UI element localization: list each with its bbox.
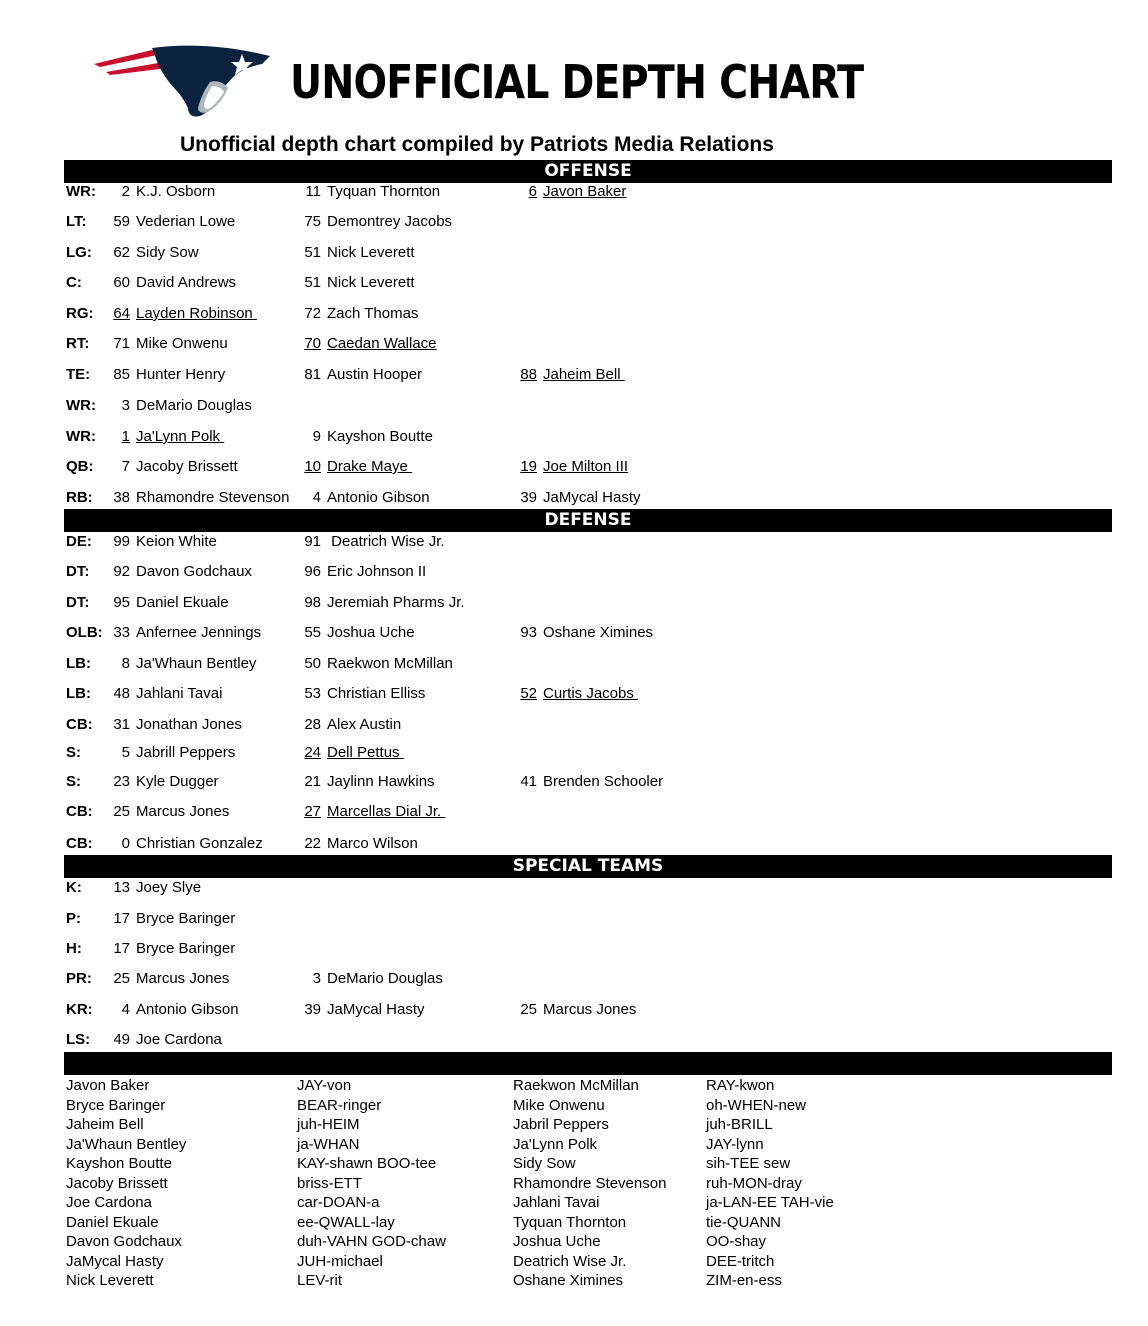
pronunciation-name: Kayshon Boutte bbox=[66, 1155, 172, 1172]
depth-row bbox=[66, 181, 1106, 203]
player-name: Raekwon McMillan bbox=[327, 655, 453, 672]
jersey-number: 3 bbox=[312, 970, 321, 987]
jersey-number: 11 bbox=[305, 183, 321, 200]
jersey-number: 25 bbox=[520, 1001, 537, 1018]
player-name: Jacoby Brissett bbox=[136, 458, 238, 475]
jersey-number: 85 bbox=[113, 366, 130, 383]
jersey-number: 19 bbox=[520, 458, 537, 475]
player-name: Mike Onwenu bbox=[136, 335, 228, 352]
pronunciation-guide-text: ja-LAN-EE TAH-vie bbox=[706, 1194, 834, 1211]
pronunciation-name: Mike Onwenu bbox=[513, 1096, 605, 1114]
depth-row bbox=[66, 877, 1106, 899]
jersey-number: 51 bbox=[304, 274, 321, 291]
depth-row bbox=[66, 426, 1106, 448]
player-name: Rhamondre Stevenson bbox=[136, 489, 290, 506]
pronunciation-guide-text: LEV-rit bbox=[297, 1272, 343, 1289]
depth-row bbox=[66, 801, 1106, 823]
pronunciation-name: Jacoby Brissett bbox=[66, 1174, 168, 1192]
depth-row bbox=[66, 592, 1106, 614]
player-name: Jaylinn Hawkins bbox=[327, 773, 435, 790]
jersey-number: 33 bbox=[113, 624, 130, 641]
position-label: LB: bbox=[66, 685, 91, 702]
pronunciation-name: Jabril Peppers bbox=[513, 1116, 609, 1133]
jersey-number: 13 bbox=[113, 879, 130, 896]
position-label: LB: bbox=[66, 655, 91, 672]
pronunciation-name: Ja'Whaun Bentley bbox=[66, 1135, 187, 1153]
pronunciation-name: Bryce Baringer bbox=[66, 1096, 166, 1114]
player-name: Antonio Gibson bbox=[136, 1001, 239, 1018]
player-name: Jahlani Tavai bbox=[136, 685, 223, 702]
depth-row bbox=[66, 742, 1106, 764]
position-label: DT: bbox=[66, 594, 90, 611]
depth-row bbox=[66, 771, 1106, 793]
depth-row bbox=[66, 683, 1106, 705]
pronunciation-row bbox=[66, 1213, 1106, 1233]
jersey-number: 75 bbox=[304, 213, 321, 230]
position-label: K: bbox=[66, 879, 82, 896]
pronunciation-row bbox=[66, 1115, 1106, 1135]
jersey-number: 28 bbox=[304, 716, 321, 733]
player-name: Deatrich Wise Jr. bbox=[327, 533, 445, 550]
player-name: Sidy Sow bbox=[136, 244, 199, 261]
jersey-number: 21 bbox=[304, 773, 321, 790]
player-name: Nick Leverett bbox=[327, 244, 415, 261]
position-label: S: bbox=[66, 744, 81, 761]
jersey-number: 6 bbox=[528, 183, 537, 200]
pronunciation-name: Tyquan Thornton bbox=[513, 1213, 627, 1231]
player-name: Layden Robinson bbox=[136, 305, 257, 322]
position-label: CB: bbox=[66, 803, 93, 820]
pronunciation-row bbox=[66, 1174, 1106, 1194]
jersey-number: 70 bbox=[304, 335, 321, 352]
position-label: KR: bbox=[66, 1001, 93, 1018]
player-name: Joey Slye bbox=[136, 879, 202, 896]
position-label: LT: bbox=[66, 213, 87, 230]
position-label: PR: bbox=[66, 970, 92, 987]
depth-row bbox=[66, 333, 1106, 355]
jersey-number: 17 bbox=[113, 940, 130, 957]
player-name: Joshua Uche bbox=[327, 624, 415, 641]
jersey-number: 64 bbox=[113, 305, 130, 322]
jersey-number: 25 bbox=[113, 803, 130, 820]
player-name: Curtis Jacobs bbox=[543, 685, 639, 702]
pronunciation-guide-text: RAY-kwon bbox=[706, 1077, 775, 1094]
jersey-number: 1 bbox=[121, 428, 130, 445]
jersey-number: 95 bbox=[113, 594, 130, 611]
player-name: Joe Cardona bbox=[136, 1031, 222, 1048]
pronunciation-row bbox=[66, 1096, 1106, 1116]
jersey-number: 17 bbox=[113, 910, 130, 927]
pronunciation-guide-text: BEAR-ringer bbox=[297, 1096, 382, 1114]
pronunciation-guide-text: juh-BRILL bbox=[706, 1116, 773, 1133]
pronunciation-name: Joe Cardona bbox=[66, 1194, 152, 1211]
pronunciation-guide-text: ja-WHAN bbox=[297, 1135, 360, 1153]
player-name: Marcus Jones bbox=[136, 970, 230, 987]
jersey-number: 5 bbox=[121, 744, 130, 761]
position-label: OLB: bbox=[66, 624, 103, 641]
pronunciation-name: Oshane Ximines bbox=[513, 1272, 624, 1289]
position-label: H: bbox=[66, 940, 82, 957]
pronunciation-row bbox=[66, 1232, 1106, 1252]
pronunciation-row bbox=[66, 1193, 1106, 1213]
pronunciation-guide-text: juh-HEIM bbox=[297, 1116, 360, 1133]
pronunciation-name: Joshua Uche bbox=[513, 1233, 601, 1250]
position-label: LS: bbox=[66, 1031, 91, 1048]
player-name: Hunter Henry bbox=[136, 366, 226, 383]
player-name: Davon Godchaux bbox=[136, 563, 252, 580]
jersey-number: 92 bbox=[113, 563, 130, 580]
jersey-number: 49 bbox=[113, 1031, 130, 1048]
jersey-number: 98 bbox=[304, 594, 321, 611]
depth-row bbox=[66, 272, 1106, 294]
player-name: JaMycal Hasty bbox=[327, 1001, 425, 1018]
position-label: CB: bbox=[66, 835, 93, 852]
player-name: Jabrill Peppers bbox=[136, 744, 236, 761]
jersey-number: 24 bbox=[304, 744, 321, 761]
jersey-number: 7 bbox=[121, 458, 130, 475]
player-name: Ja'Lynn Polk bbox=[136, 428, 225, 445]
jersey-number: 0 bbox=[121, 835, 130, 852]
depth-row bbox=[66, 938, 1106, 960]
player-name: Christian Gonzalez bbox=[136, 835, 263, 852]
player-name: Oshane Ximines bbox=[543, 624, 654, 641]
player-name: Keion White bbox=[136, 533, 217, 550]
jersey-number: 99 bbox=[113, 533, 130, 550]
depth-row bbox=[66, 622, 1106, 644]
pronunciation-guide-text: OO-shay bbox=[706, 1233, 767, 1250]
jersey-number: 31 bbox=[113, 716, 130, 733]
depth-row bbox=[66, 561, 1106, 583]
jersey-number: 53 bbox=[304, 685, 321, 702]
pronunciation-guide-text: sih-TEE sew bbox=[706, 1155, 791, 1172]
pronunciation-name: Nick Leverett bbox=[66, 1272, 154, 1289]
pronunciation-name: Deatrich Wise Jr. bbox=[513, 1252, 627, 1270]
position-label: P: bbox=[66, 910, 81, 927]
jersey-number: 59 bbox=[113, 213, 130, 230]
player-name: Marcellas Dial Jr. bbox=[327, 803, 446, 820]
pronunciation-guide-text: JAY-lynn bbox=[706, 1135, 764, 1153]
pronunciation-guide-text: ruh-MON-dray bbox=[706, 1174, 802, 1192]
player-name: Eric Johnson II bbox=[327, 563, 427, 580]
jersey-number: 62 bbox=[113, 244, 130, 261]
jersey-number: 25 bbox=[113, 970, 130, 987]
pronunciation-guide-text: ee-QWALL-lay bbox=[297, 1213, 395, 1231]
player-name: Daniel Ekuale bbox=[136, 594, 229, 611]
jersey-number: 23 bbox=[113, 773, 130, 790]
pronunciation-name: Sidy Sow bbox=[513, 1155, 576, 1172]
pronunciation-name: Javon Baker bbox=[66, 1077, 150, 1094]
section-header: OFFENSE bbox=[64, 160, 1112, 183]
page-title: UNOFFICIAL DEPTH CHART bbox=[290, 55, 864, 109]
player-name: Bryce Baringer bbox=[136, 910, 236, 927]
player-name: Tyquan Thornton bbox=[327, 183, 441, 200]
jersey-number: 38 bbox=[113, 489, 130, 506]
jersey-number: 9 bbox=[312, 428, 321, 445]
depth-row bbox=[66, 364, 1106, 386]
player-name: Zach Thomas bbox=[327, 305, 419, 322]
depth-row bbox=[66, 395, 1106, 417]
player-name: Bryce Baringer bbox=[136, 940, 236, 957]
jersey-number: 91 bbox=[304, 533, 321, 550]
position-label: QB: bbox=[66, 458, 94, 475]
player-name: Marcus Jones bbox=[543, 1001, 637, 1018]
player-name: Javon Baker bbox=[543, 183, 627, 200]
player-name: Brenden Schooler bbox=[543, 773, 664, 790]
pronunciation-row bbox=[66, 1076, 1106, 1096]
jersey-number: 60 bbox=[113, 274, 130, 291]
pronunciation-guide-text: car-DOAN-a bbox=[297, 1194, 380, 1211]
jersey-number: 39 bbox=[304, 1001, 321, 1018]
depth-row bbox=[66, 487, 1106, 509]
player-name: Caedan Wallace bbox=[327, 335, 437, 352]
position-label: C: bbox=[66, 274, 82, 291]
player-name: Dell Pettus bbox=[327, 744, 404, 761]
player-name: Kyle Dugger bbox=[136, 773, 219, 790]
depth-row bbox=[66, 714, 1106, 736]
jersey-number: 96 bbox=[304, 563, 321, 580]
player-name: Joe Milton III bbox=[543, 458, 629, 475]
position-label: WR: bbox=[66, 183, 96, 200]
player-name: Marcus Jones bbox=[136, 803, 230, 820]
position-label: WR: bbox=[66, 397, 96, 414]
player-name: Marco Wilson bbox=[327, 835, 418, 852]
depth-row bbox=[66, 1029, 1106, 1051]
depth-row bbox=[66, 908, 1106, 930]
pronunciation-guide-text: ZIM-en-ess bbox=[706, 1272, 782, 1289]
player-name: Christian Elliss bbox=[327, 685, 426, 702]
position-label: TE: bbox=[66, 366, 91, 383]
pronunciation-row bbox=[66, 1271, 1106, 1291]
pronunciation-name: Jahlani Tavai bbox=[513, 1194, 600, 1211]
jersey-number: 2 bbox=[121, 183, 130, 200]
pronunciation-name: JaMycal Hasty bbox=[66, 1252, 164, 1270]
depth-row bbox=[66, 303, 1106, 325]
jersey-number: 88 bbox=[520, 366, 537, 383]
pronunciation-guide-text: JUH-michael bbox=[297, 1252, 383, 1270]
position-label: CB: bbox=[66, 716, 93, 733]
position-label: WR: bbox=[66, 428, 96, 445]
depth-row bbox=[66, 999, 1106, 1021]
jersey-number: 72 bbox=[304, 305, 321, 322]
pronunciation-name: Raekwon McMillan bbox=[513, 1077, 639, 1094]
pronunciation-guide-text: duh-VAHN GOD-chaw bbox=[297, 1233, 446, 1250]
player-name: David Andrews bbox=[136, 274, 237, 291]
player-name: Jeremiah Pharms Jr. bbox=[327, 594, 465, 611]
player-name: Alex Austin bbox=[327, 716, 402, 733]
patriots-logo bbox=[92, 42, 274, 118]
jersey-number: 81 bbox=[304, 366, 321, 383]
jersey-number: 71 bbox=[113, 335, 130, 352]
section-header: DEFENSE bbox=[64, 509, 1112, 532]
jersey-number: 41 bbox=[520, 773, 537, 790]
player-name: K.J. Osborn bbox=[136, 183, 216, 200]
player-name: Jaheim Bell bbox=[543, 366, 625, 383]
player-name: Kayshon Boutte bbox=[327, 428, 433, 445]
jersey-number: 22 bbox=[304, 835, 321, 852]
jersey-number: 4 bbox=[121, 1001, 130, 1018]
page-subtitle: Unofficial depth chart compiled by Patriots Media Relations bbox=[180, 133, 774, 156]
jersey-number: 39 bbox=[520, 489, 537, 506]
jersey-number: 48 bbox=[113, 685, 130, 702]
pronunciation-name: Rhamondre Stevenson bbox=[513, 1174, 667, 1192]
pronunciation-guide-text: JAY-von bbox=[297, 1077, 352, 1094]
player-name: Austin Hooper bbox=[327, 366, 423, 383]
pronunciation-guide-text: oh-WHEN-new bbox=[706, 1096, 807, 1114]
position-label: RT: bbox=[66, 335, 90, 352]
player-name: Anfernee Jennings bbox=[136, 624, 262, 641]
position-label: S: bbox=[66, 773, 81, 790]
jersey-number: 4 bbox=[312, 489, 321, 506]
player-name: Vederian Lowe bbox=[136, 213, 236, 230]
pronunciation-row bbox=[66, 1154, 1106, 1174]
jersey-number: 3 bbox=[121, 397, 130, 414]
pronunciation-guide-text: tie-QUANN bbox=[706, 1213, 782, 1231]
pronunciation-guide-text: briss-ETT bbox=[297, 1174, 362, 1192]
position-label: LG: bbox=[66, 244, 92, 261]
depth-row bbox=[66, 211, 1106, 233]
jersey-number: 8 bbox=[121, 655, 130, 672]
jersey-number: 27 bbox=[304, 803, 321, 820]
player-name: Ja'Whaun Bentley bbox=[136, 655, 257, 672]
pronunciation-name: Daniel Ekuale bbox=[66, 1213, 159, 1231]
pronunciation-row bbox=[66, 1252, 1106, 1272]
jersey-number: 55 bbox=[304, 624, 321, 641]
player-name: DeMario Douglas bbox=[136, 397, 252, 414]
position-label: DT: bbox=[66, 563, 90, 580]
pronunciation-name: Davon Godchaux bbox=[66, 1233, 182, 1250]
pronunciation-guide-text: DEE-tritch bbox=[706, 1252, 775, 1270]
pronunciation-row bbox=[66, 1135, 1106, 1155]
jersey-number: 52 bbox=[520, 685, 537, 702]
depth-row bbox=[66, 242, 1106, 264]
depth-row bbox=[66, 833, 1106, 855]
jersey-number: 10 bbox=[304, 458, 321, 475]
depth-row bbox=[66, 968, 1106, 990]
player-name: Demontrey Jacobs bbox=[327, 213, 453, 230]
depth-row bbox=[66, 531, 1106, 553]
player-name: Antonio Gibson bbox=[327, 489, 430, 506]
depth-row bbox=[66, 456, 1106, 478]
player-name: Jonathan Jones bbox=[136, 716, 242, 733]
pronunciation-name: Jaheim Bell bbox=[66, 1116, 144, 1133]
jersey-number: 93 bbox=[520, 624, 537, 641]
pronunciation-header-bar bbox=[64, 1052, 1112, 1075]
depth-row bbox=[66, 653, 1106, 675]
pronunciation-name: Ja'Lynn Polk bbox=[513, 1135, 598, 1153]
pronunciation-guide-text: KAY-shawn BOO-tee bbox=[297, 1155, 437, 1172]
position-label: DE: bbox=[66, 533, 92, 550]
jersey-number: 51 bbox=[304, 244, 321, 261]
position-label: RG: bbox=[66, 305, 94, 322]
jersey-number: 50 bbox=[304, 655, 321, 672]
player-name: DeMario Douglas bbox=[327, 970, 443, 987]
position-label: RB: bbox=[66, 489, 93, 506]
player-name: JaMycal Hasty bbox=[543, 489, 641, 506]
player-name: Drake Maye bbox=[327, 458, 413, 475]
player-name: Nick Leverett bbox=[327, 274, 415, 291]
section-header: SPECIAL TEAMS bbox=[64, 855, 1112, 878]
